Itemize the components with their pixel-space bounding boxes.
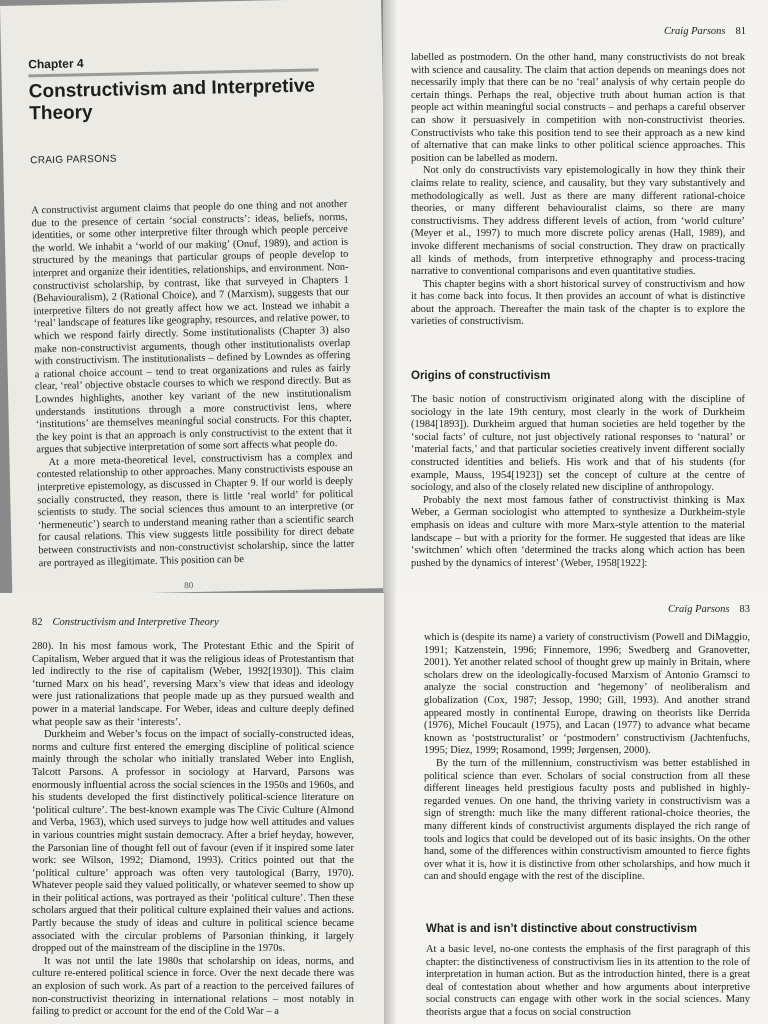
section-heading: Origins of constructivism [411, 370, 551, 382]
page-81 [383, 0, 768, 592]
running-head-author: Craig Parsons [663, 26, 726, 37]
page-80 [0, 0, 393, 596]
paragraph: At a more meta-theoretical level, constructivism has a complex and contested relationship to other approaches. Many constructivists espouse an interpretive epistemology, as discussed in Chapter 9. If our world is deeply socially constructed, they reason, there is little ‘real world’ for political scientists to study. The social sciences thus amount to an interpretive (or ‘hermeneutic’) search to understand meaning rather than a scientific search for causal relations. This view suggests little possibility for direct debate between constructivists and non-constructivist scholarship, since the latter are portrayed as illegitimate. This position can be [36, 450, 355, 569]
chapter-title: Constructivism and Interpretive Theory [28, 75, 316, 125]
page-83-body-2 [426, 944, 750, 1020]
paragraph: At a basic level, no-one contests the emphasis of the first paragraph of this chapter: the distinctiveness of constructivism lies in its attention to the role of interpretation in human action. But as the introduction hinted, there is a great deal of contestation about whether and how arguments about interpretive social constructs can engage with other work in the social sciences. Many theorists argue that a focus on social construction [426, 944, 750, 1018]
paragraph: The basic notion of constructivism originated along with the discipline of sociology in the late 19th century, most clearly in the work of Durkheim (1984[1893]). Durkheim argued that human societies are held together by the ‘social facts’ of culture, not just objectively rational responses to ‘natural’ or ‘material facts,’ and that particular societies creatively invent different socially constructed identities and beliefs. His work and that of his students (for example, Mauss, 1954[1923]) set the concept of culture at the centre of sociology, and also of the closely related new discipline of anthropology. [411, 394, 745, 494]
running-head [32, 617, 219, 628]
paragraph: Durkheim and Weber’s focus on the impact of socially-constructed ideas, norms and culture first entered the emerging discipline of political science mainly through the scholar who initially translated Weber into English, Talcott Parsons. A professor in sociology at Harvard, Parsons was enormously influential across the social sciences in the 1950s and 1960s, and his students developed the first distinctively political-science literature on ‘political culture’. The best-known example was The Civic Culture (Almond and Verba, 1963), which used surveys to judge how well attitudes and values in various countries might sustain democracy. After a brief heyday, however, the Parsonian line of thought fell out of favour (even if it inspired some later work: see Wilson, 1992; Diamond, 1993). Critics pointed out that the ‘political culture’ approach was often very tautological (Barry, 1970). Whatever people said they valued politically, or whatever seemed to show up in their political actions, was portrayed as their ‘political culture’. Then these scholars argued that their political culture explained their values and actions. Partly because the study of ideas and culture in political science became associated with the circular problems of Parsonian thinking, it largely dropped out of the mainstream of the discipline in the 1970s. [32, 729, 354, 955]
page-83-body [424, 632, 750, 884]
paragraph: Probably the next most famous father of constructivist thinking is Max Weber, a German sociologist who attempted to synthesize a Durkheim-style emphasis on ideas and culture with more Marx-style attention to the material landscape – but with a priority for the former. He suggested that ideas are like ‘switchmen’ which often ‘determined the tracks along which action has been pushed by the dynamics of interest’ (Weber, 1958[1922]: [411, 494, 745, 569]
paragraph: 280). In his most famous work, The Protestant Ethic and the Spirit of Capitalism, Weber argued that it was the religious ideas of Protestantism that led indirectly to the rise of capitalism (Weber, 1992[1930]). This claim ‘turned Marx on his head’, reversing Marx’s view that ideas and ideology were just rationalizations that people made up as they pursued wealth and power in a material landscape. For Weber, ideas and culture deeply defined what people saw as their ‘interests’. [32, 641, 354, 728]
page-number: 81 [735, 26, 746, 37]
running-head [664, 26, 746, 37]
running-head [668, 604, 750, 615]
chapter-label: Chapter 4 [28, 56, 84, 72]
section-heading: What is and isn’t distinctive about constructivism [426, 923, 697, 935]
page-number: 82 [32, 617, 43, 628]
paragraph: which is (despite its name) a variety of constructivism (Powell and DiMaggio, 1991; Katzenstein, 1996; Finnemore, 1996; Swedberg and Granovetter, 2001). Yet another related school of thought grew up mainly in Britain, where scholars drew on the ideologically-focused Marxism of Antonio Gramsci to analyze the social construction and ‘hegemony’ of neoliberalism and globalization (Cox, 1987; Jessop, 1990; Gill, 1993). And another strand appeared mostly in continental Europe, drawing on theorists like Derrida (1976), Michel Foucault (1975), and Lacan (1977) to advance what became known as ‘poststructuralist’ or ‘postmodern’ constructivism (Jachtenfuchs, 1995; Diez, 1999; Rosamond, 1999; Jørgensen, 2000). [424, 632, 750, 757]
page-82-body [32, 641, 354, 1019]
gutter-shadow [383, 0, 397, 592]
page-82 [0, 593, 384, 1024]
running-head-title: Constructivism and Interpretive Theory [52, 617, 219, 628]
paragraph: A constructivist argument claims that people do one thing and not another due to the presence of certain ‘social constructs’: ideas, beliefs, norms, identities, or some other interpretive filter through which people perceive the world. We inhabit a ‘world of our making’ (Onuf, 1989), and action is structured by the meanings that particular groups of people develop to interpret and organize their identities, relationships, and environment. Non-constructivist scholarship, by contrast, like that surveyed in Chapters 1 (Behaviouralism), 2 (Rational Choice), and 7 (Marxism), suggests that our interpretive filters do not greatly affect how we act. Instead we inhabit a ‘real’ landscape of features like geography, resources, and relative power, to which we respond fairly directly. Some institutionalists (Chapter 3) also make non-constructivist arguments, though other institutionalists overlap with constructivism. The institutionalists – defined by Lowndes as offering a rational choice account – tend to treat organizations and rules as fairly clear, ‘real’ objective obstacle courses to which we respond directly. But as Lowndes highlights, another key variant of the new institutionalism understands institutions through a more constructivist lens, where ‘institutions’ are themselves meaningful social constructs. For this chapter, the key point is that an approach is only constructivist to the extent that it argues that subjective interpretation of some sort affects what people do. [31, 198, 353, 456]
paragraph: It was not until the late 1980s that scholarship on ideas, norms, and culture re-entered political science in force. Over the next decade there was an explosion of such work. As part of a reaction to the perceived failures of non-constructivist theorizing in international relations – most notably in failing to predict or account for the end of the Cold War – a [32, 955, 354, 1018]
paragraph: By the turn of the millennium, constructivism was better established in political science than ever. Scholars of social construction from all these different lineages held prestigious faculty posts and published in highly-regarded venues. On one hand, the thriving variety in constructivism was a sign of strength: much like the many different rational-choice theories, the many different kinds of constructivist arguments displayed the rich range of tools and logics that could be developed out of its basic insights. On the other hand, some of the differences within constructivism amounted to fierce fights over what it is, how it is distinctive from other scholarships, and how much it can and should engage with the rest of the discipline. [424, 757, 750, 883]
gutter-shadow [384, 592, 396, 1024]
paragraph: This chapter begins with a short historical survey of constructivism and how it has come back into focus. It then provides an account of what is distinctive about the approach. Thereafter the main task of the chapter is to explore the varieties of constructivism. [411, 278, 745, 328]
page-81-body [411, 52, 745, 329]
paragraph: Not only do constructivists vary epistemologically in how they think their claims relate to reality, science, and causality, but they vary substantively and methodologically as well. Just as there are many different rational-choice theories, or many different behaviouralist claims, so there are many constructivisms. They address different levels of action, from ‘world culture’ (Meyer et al., 1997) to much more discrete policy arenas (Hall, 1989), and invoke different mechanisms of social construction. They draw on practically all kinds of methods, from interpretive ethnography and process-tracing narrative to conventional comparisons and even quantitative studies. [411, 165, 745, 278]
paragraph: labelled as postmodern. On the other hand, many constructivists do not break with science and causality. The claim that action depends on meanings does not necessarily imply that there can be no ‘real’ analysis of why certain people do certain things. Perhaps the real, objective truth about human action is that people act within meaningful social constructs – and perhaps a careful observer can show it persuasively in competition with non-constructivist theories. Constructivists who take this position tend to see their approach as a new kind of alternative that can make links to other political science approaches. This position can be labelled as modern. [411, 52, 745, 164]
page-80-number: 80 [184, 580, 194, 591]
page-83 [384, 592, 768, 1024]
page-number: 83 [739, 604, 750, 615]
running-head-author: Craig Parsons [667, 604, 730, 615]
chapter-author: CRAIG PARSONS [30, 153, 117, 167]
page-81-body-2 [411, 394, 745, 570]
page-80-body [31, 199, 355, 571]
